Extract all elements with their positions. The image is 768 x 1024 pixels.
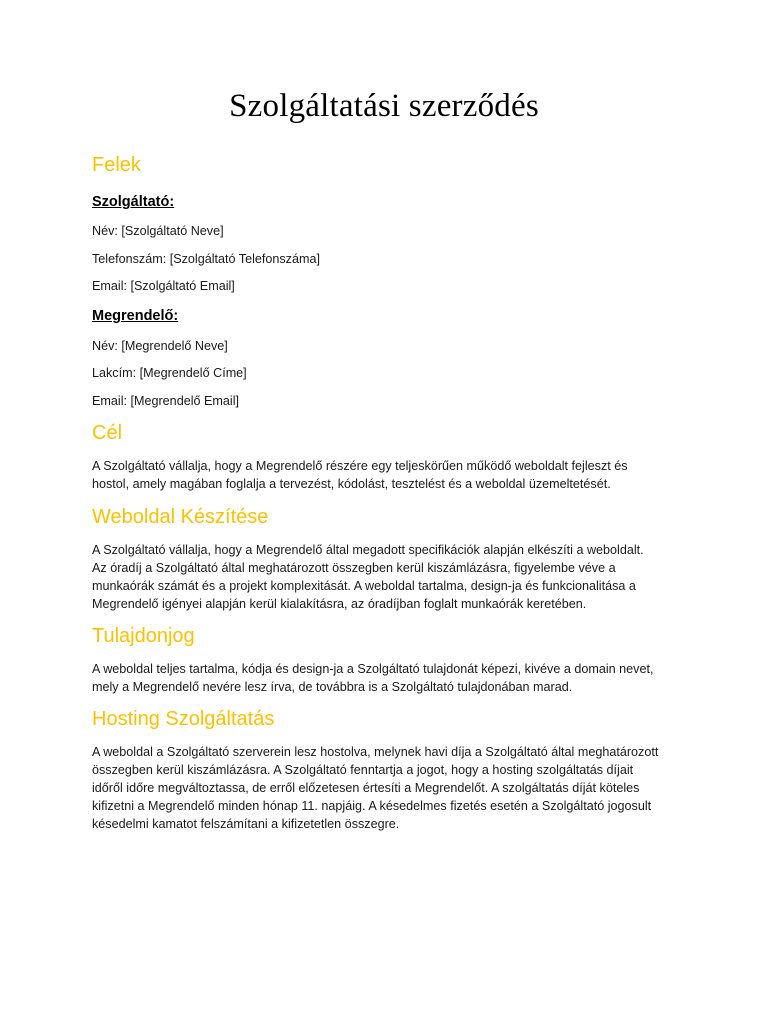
provider-phone-line: Telefonszám: [Szolgáltató Telefonszáma] <box>92 252 320 266</box>
section-heading-felek: Felek <box>92 154 141 176</box>
paragraph-line: Megrendelő igényei alapján kerül kialakításra, az óradíjban foglalt munkaórák keretében. <box>92 597 587 611</box>
client-email-line: Email: [Megrendelő Email] <box>92 394 239 408</box>
paragraph-line: A weboldal teljes tartalma, kódja és design-ja a Szolgáltató tulajdonát képezi, kivéve a domain nevet, <box>92 662 654 676</box>
client-label: Megrendelő: <box>92 308 179 324</box>
paragraph-line: A Szolgáltató vállalja, hogy a Megrendelő részére egy teljeskörűen működő weboldalt fejleszt és <box>92 459 628 473</box>
client-name-line: Név: [Megrendelő Neve] <box>92 339 228 353</box>
paragraph-line: mely a Megrendelő nevére lesz írva, de továbbra is a Szolgáltató tulajdonában marad. <box>92 680 573 694</box>
paragraph-line: A Szolgáltató vállalja, hogy a Megrendelő által megadott specifikációk alapján elkészíti a weboldalt. <box>92 543 644 557</box>
provider-email-line: Email: [Szolgáltató Email] <box>92 279 235 293</box>
section-heading-cel: Cél <box>92 422 123 444</box>
paragraph-line: hostol, amely magában foglalja a tervezést, kódolást, tesztelést és a weboldal üzemeltetését. <box>92 477 611 491</box>
paragraph-line: kifizetni a Megrendelő minden hónap 11. napjáig. A késedelmes fizetés esetén a Szolgáltató jogosult <box>92 799 652 813</box>
provider-name-line: Név: [Szolgáltató Neve] <box>92 224 224 238</box>
section-heading-weboldal: Weboldal Készítése <box>92 506 269 528</box>
paragraph-line: A weboldal a Szolgáltató szerverein lesz hostolva, melynek havi díja a Szolgáltató által meghatározott <box>92 745 659 759</box>
paragraph-line: munkaórák számát és a projekt komplexitását. A weboldal tartalma, design-ja és funkcionalitása a <box>92 579 636 593</box>
client-address-line: Lakcím: [Megrendelő Címe] <box>92 366 247 380</box>
paragraph-line: összegben kerül kiszámlázásra. A Szolgáltató fenntartja a jogot, hogy a hosting szolgáltatás díjait <box>92 763 634 777</box>
paragraph-line: késedelmi kamatot felszámítani a kifizetetlen összegre. <box>92 817 400 831</box>
paragraph-line: időről időre megváltoztassa, de erről előzetesen értesíti a Megrendelőt. A szolgáltatás díját köteles <box>92 781 640 795</box>
cel-paragraph <box>92 457 682 493</box>
paragraph-line: Az óradíj a Szolgáltató által meghatározott összegben kerül kiszámlázásra, figyelembe véve a <box>92 561 616 575</box>
tulajdonjog-paragraph <box>92 660 682 696</box>
hosting-paragraph <box>92 743 682 833</box>
page-title: Szolgáltatási szerződés <box>229 88 539 124</box>
provider-label: Szolgáltató: <box>92 194 175 210</box>
weboldal-paragraph <box>92 541 682 613</box>
section-heading-tulajdonjog: Tulajdonjog <box>92 625 195 647</box>
section-heading-hosting: Hosting Szolgáltatás <box>92 708 275 730</box>
